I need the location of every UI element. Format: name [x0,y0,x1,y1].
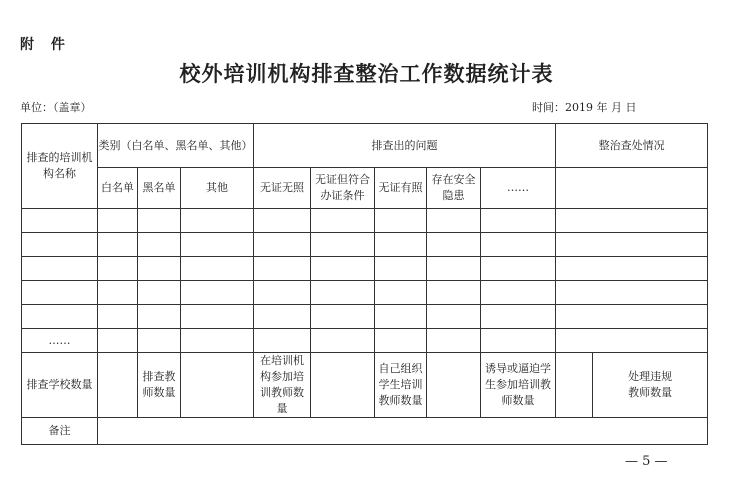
stat-teachers-in-org-value [311,353,375,418]
stat-punished-cell [593,353,708,418]
stat-teachers-value [181,353,254,418]
table-row [22,233,708,257]
subheader-black-list: 黑名单 [138,168,181,209]
remarks-value [98,418,708,445]
stat-schools-label: 排查学校数量 [22,353,98,418]
remarks-row [22,418,708,445]
subheader-safety-hazard: 存在安全隐患 [427,168,481,209]
table-row [22,329,708,353]
header-handling: 整治查处情况 [556,124,708,168]
stat-schools-value [98,353,138,418]
table-row [22,209,708,233]
table-row [22,305,708,329]
document-title: 校外培训机构排查整治工作数据统计表 [179,61,554,86]
subheader-other: 其他 [181,168,254,209]
remarks-label: 备注 [22,418,98,445]
attachment-label: 附 件 [20,37,71,53]
date-label: 时间：2019 年 月 日 [532,101,637,114]
table-row [22,281,708,305]
subheader-license-no-permit: 无证有照 [375,168,427,209]
header-org-name: 排查的培训机构名称 [22,124,98,209]
statistics-table [21,123,708,445]
subheader-no-license: 无证无照 [254,168,311,209]
subheader-no-license-qualified: 无证但符合办证条件 [311,168,375,209]
subheader-ellipsis: …… [481,168,556,209]
page-number: — 5 — [625,454,668,469]
stat-teachers-induce-label: 诱导或逼迫学生参加培训教师数量 [481,353,556,418]
stat-teachers-punished-label: 处理违规教师数量 [628,370,673,399]
row-ellipsis: …… [22,329,98,353]
stat-teachers-label: 排查教师数量 [138,353,181,418]
header-category: 类别（白名单、黑名单、其他） [98,124,254,168]
stat-teachers-organize-label: 自己组织学生培训教师数量 [375,353,427,418]
header-problems: 排查出的问题 [254,124,556,168]
stats-row [22,353,708,418]
stat-teachers-in-org-label: 在培训机构参加培训教师数量 [254,353,311,418]
unit-label: 单位：（盖章） [20,101,92,114]
stat-teachers-organize-value [427,353,481,418]
subheader-handling-empty [556,168,708,209]
subheader-white-list: 白名单 [98,168,138,209]
table-row [22,257,708,281]
stat-teachers-induce-value [556,353,593,418]
